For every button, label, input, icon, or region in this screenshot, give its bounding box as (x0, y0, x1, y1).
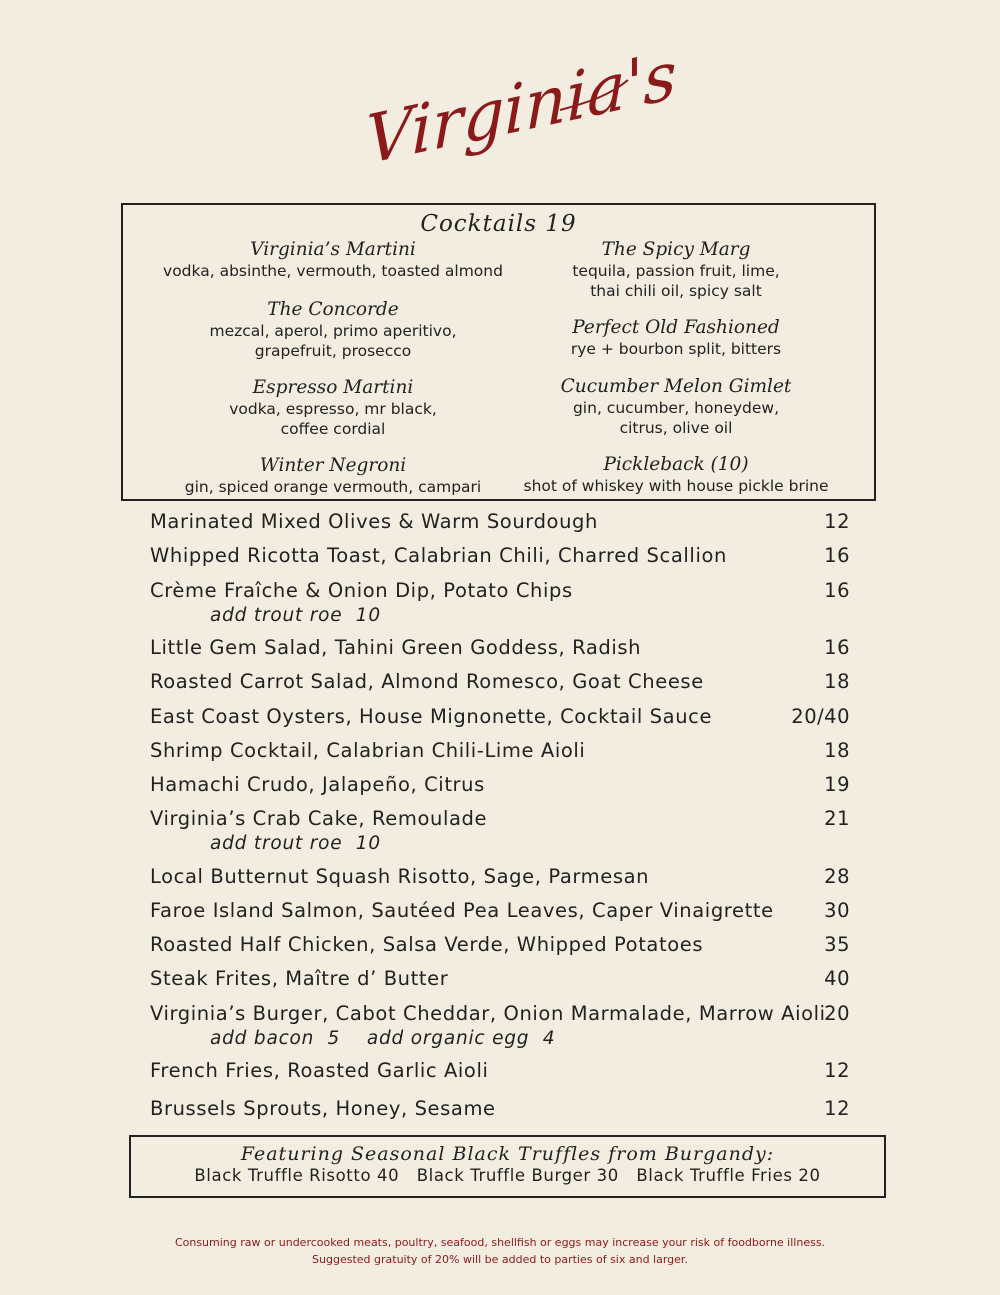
menu-item (150, 1000, 850, 1050)
cocktail-item (143, 299, 523, 361)
cocktails-heading: Cocktails 19 (420, 211, 577, 237)
cocktail-item (486, 239, 866, 301)
menu-item-addon: add trout roe 10 (210, 833, 381, 854)
menu-item-name: Whipped Ricotta Toast, Calabrian Chili, Charred Scallion (150, 544, 727, 567)
cocktail-description: mezcal, aperol, primo aperitivo, grapefruit, prosecco (209, 322, 457, 360)
menu-item (150, 863, 850, 891)
cocktail-item (143, 455, 523, 497)
menu-item-price: 18 (824, 670, 850, 693)
menu-item-addon: add bacon 5 add organic egg 4 (210, 1028, 556, 1049)
cocktail-name: Espresso Martini (252, 377, 414, 398)
menu-item (150, 805, 850, 855)
menu-item-name: East Coast Oysters, House Mignonette, Cocktail Sauce (150, 705, 713, 728)
menu-item-name: Brussels Sprouts, Honey, Sesame (150, 1097, 496, 1120)
cocktail-description: vodka, absinthe, vermouth, toasted almond (163, 262, 503, 280)
truffle-items: Black Truffle Risotto 40 Black Truffle Burger 30 Black Truffle Fries 20 (194, 1166, 821, 1185)
menu-item-name: Little Gem Salad, Tahini Green Goddess, Radish (150, 636, 642, 659)
menu-item-price: 16 (824, 579, 850, 602)
restaurant-logo (0, 35, 1000, 180)
cocktail-name: Winter Negroni (259, 455, 407, 476)
food-safety-warning: Consuming raw or undercooked meats, poultry, seafood, shellfish or eggs may increase your risk of foodborne illness. (174, 1236, 826, 1249)
menu-item-name: Roasted Half Chicken, Salsa Verde, Whipped Potatoes (150, 933, 704, 956)
menu-item (150, 737, 850, 765)
menu-item (150, 508, 850, 536)
cocktail-name: Perfect Old Fashioned (572, 317, 780, 338)
menu-item-price: 12 (824, 1059, 850, 1082)
menu-item-price: 28 (824, 865, 850, 888)
menu-item-price: 35 (824, 933, 850, 956)
menu-item-price: 12 (824, 1097, 850, 1120)
menu-item (150, 577, 850, 627)
cocktails-section (121, 203, 876, 501)
cocktail-name: Virginia’s Martini (250, 239, 416, 260)
menu-item (150, 542, 850, 570)
truffle-heading: Featuring Seasonal Black Truffles from Burgandy: (240, 1143, 775, 1165)
cocktail-description: gin, cucumber, honeydew, citrus, olive oil (572, 399, 780, 437)
truffle-feature-box (129, 1135, 886, 1198)
menu-item (150, 703, 850, 731)
cocktail-item (486, 317, 866, 359)
cocktail-item (143, 239, 523, 281)
menu-item (150, 931, 850, 959)
footer-notice (0, 1234, 1000, 1268)
cocktail-name: The Spicy Marg (601, 239, 751, 260)
menu-item-price: 18 (824, 739, 850, 762)
menu-item-price: 20/40 (791, 705, 850, 728)
menu-item (150, 634, 850, 662)
menu-item-price: 16 (824, 636, 850, 659)
svg-text:Virginia's: Virginia's (365, 35, 677, 180)
cocktail-description: rye + bourbon split, bitters (570, 340, 782, 358)
cocktail-item (143, 377, 523, 439)
menu-item-name: Marinated Mixed Olives & Warm Sourdough (150, 510, 598, 533)
menu-item-name: Shrimp Cocktail, Calabrian Chili-Lime Aioli (150, 739, 586, 762)
menu-item-name: Crème Fraîche & Onion Dip, Potato Chips (150, 579, 573, 602)
menu-item (150, 771, 850, 799)
menu-item-price: 40 (824, 967, 850, 990)
menu-item (150, 965, 850, 993)
cocktail-name: Pickleback (10) (603, 454, 749, 475)
cocktail-description: tequila, passion fruit, lime, thai chili oil, spicy salt (572, 262, 780, 300)
menu-item (150, 1057, 850, 1085)
menu-item-price: 21 (824, 807, 850, 830)
cocktail-description: vodka, espresso, mr black, coffee cordial (229, 400, 437, 438)
cocktail-name: The Concorde (267, 299, 399, 320)
menu-item-price: 20 (824, 1002, 850, 1025)
menu-item-name: Local Butternut Squash Risotto, Sage, Parmesan (150, 865, 650, 888)
cocktail-item (486, 376, 866, 438)
menu-item-name: Virginia’s Crab Cake, Remoulade (150, 807, 488, 830)
menu-item-price: 12 (824, 510, 850, 533)
menu-item-price: 19 (824, 773, 850, 796)
cocktail-description: shot of whiskey with house pickle brine (523, 477, 829, 495)
cocktail-item (486, 454, 866, 496)
menu-item-addon: add trout roe 10 (210, 605, 381, 626)
menu-item-name: Roasted Carrot Salad, Almond Romesco, Goat Cheese (150, 670, 704, 693)
menu-item-price: 16 (824, 544, 850, 567)
menu-item-name: Faroe Island Salmon, Sautéed Pea Leaves, Caper Vinaigrette (150, 899, 774, 922)
menu-item-name: Steak Frites, Maître d’ Butter (150, 967, 449, 990)
menu-item (150, 668, 850, 696)
menu-item-name: French Fries, Roasted Garlic Aioli (150, 1059, 489, 1082)
menu-item-name: Virginia’s Burger, Cabot Cheddar, Onion Marmalade, Marrow Aioli (150, 1002, 826, 1025)
gratuity-notice: Suggested gratuity of 20% will be added to parties of six and larger. (312, 1253, 688, 1266)
menu-item-name: Hamachi Crudo, Jalapeño, Citrus (150, 773, 485, 796)
cocktail-name: Cucumber Melon Gimlet (560, 376, 792, 397)
cocktail-description: gin, spiced orange vermouth, campari (184, 478, 482, 496)
menu-item-price: 30 (824, 899, 850, 922)
menu-item (150, 1095, 850, 1123)
menu-item (150, 897, 850, 925)
